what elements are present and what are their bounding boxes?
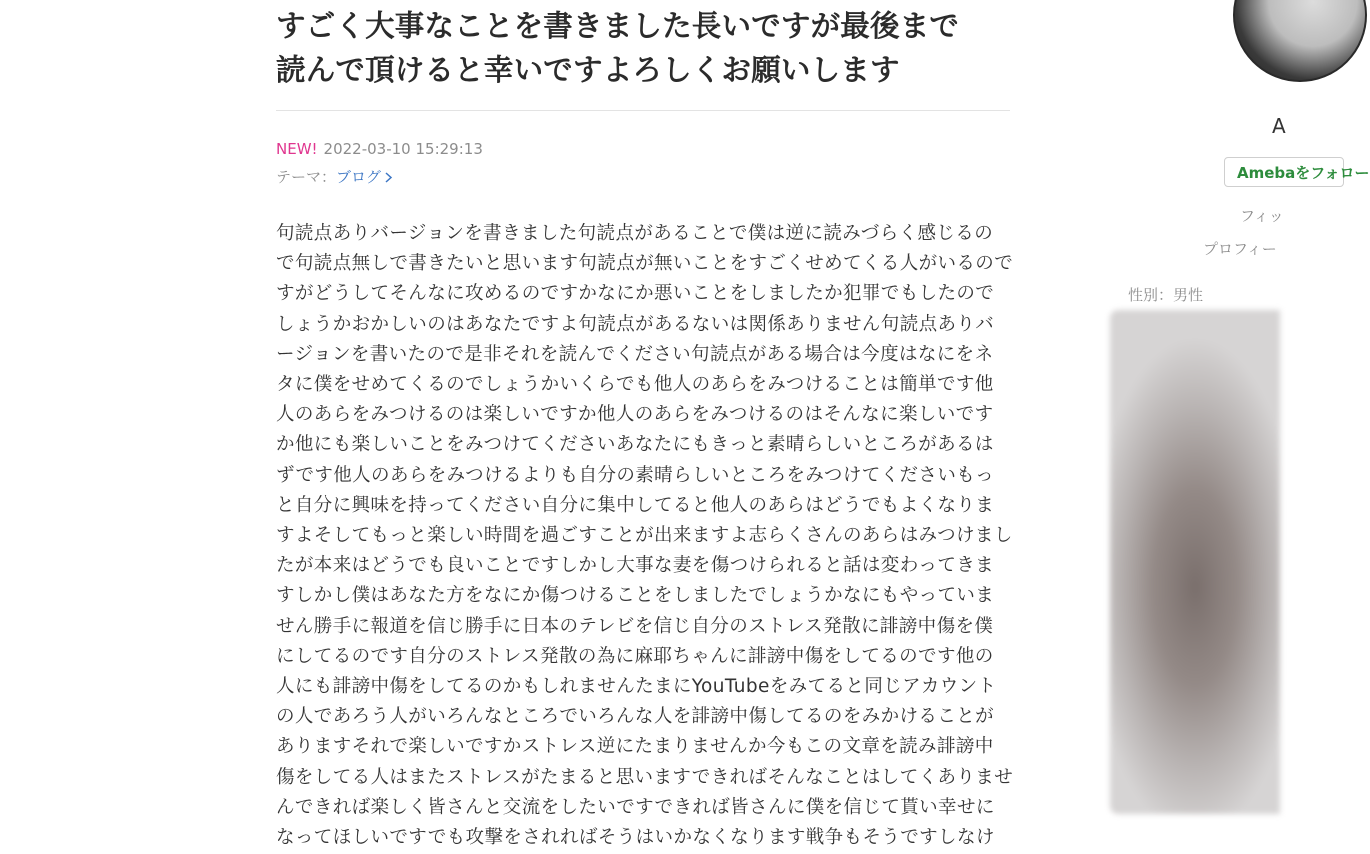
- blurred-photo: [1110, 310, 1280, 814]
- article-meta: [276, 135, 1010, 191]
- timestamp-row: [276, 135, 1010, 163]
- body-line: の人であろう人がいろんなところでいろんな人を誹謗中傷してるのをみかけることが: [276, 706, 995, 728]
- body-line: ージョンを書いたので是非それを読んでください句読点がある場合は今度はなにをネ: [276, 343, 994, 365]
- article-body: [276, 219, 1014, 853]
- avatar[interactable]: [1233, 0, 1367, 82]
- body-line: と自分に興味を持ってください自分に集中してると他人のあらはどうでもよくなりま: [276, 494, 995, 516]
- article-title-line: 読んで頂けると幸いですよろしくお願いします: [276, 53, 900, 87]
- theme-link[interactable]: [336, 163, 392, 191]
- body-line: すがどうしてそんなに攻めるのですかなにか悪いことをしましたか犯罪でもしたので: [276, 283, 995, 305]
- body-line: せん勝手に報道を信じ勝手に日本のテレビを信じ自分のストレス発散に誹謗中傷を僕: [276, 615, 994, 637]
- theme-row: [276, 163, 1010, 191]
- new-badge: NEW!: [276, 140, 318, 158]
- chevron-right-icon: [385, 172, 392, 183]
- body-line: 人にも誹謗中傷をしてるのかもしれませんたまにYouTubeをみてると同じアカウント: [276, 676, 997, 698]
- body-line: 人のあらをみつけるのは楽しいですか他人のあらをみつけるのはそんなに楽しいです: [276, 404, 994, 426]
- title-divider: [276, 110, 1010, 111]
- theme-label: テーマ：: [276, 168, 337, 186]
- article-title: [276, 0, 1010, 92]
- body-line: タに僕をせめてくるのでしょうかいくらでも他人のあらをみつけることは簡単です他: [276, 374, 994, 396]
- profile-sidebar: [1100, 0, 1370, 854]
- body-line: んできれば楽しく皆さんと交流をしたいですできれば皆さんに僕を信じて貰い幸せに: [276, 796, 995, 818]
- body-line: しょうかおかしいのはあなたですよ句読点があるないは関係ありません句読点ありバ: [276, 313, 995, 335]
- ameba-follow-button[interactable]: Amebaをフォロー: [1224, 157, 1344, 187]
- body-line: 句読点ありバージョンを書きました句読点があることで僕は逆に読みづらく感じるの: [276, 223, 994, 244]
- body-line: すしかし僕はあなた方をなにか傷つけることをしましたでしょうかなにもやっていま: [276, 585, 995, 607]
- body-line: なってほしいですでも攻撃をされればそうはいかなくなります戦争もそうですしなけ: [276, 827, 995, 849]
- body-line: すよそしてもっと楽しい時間を過ごすことが出来ますよ志らくさんのあらはみつけまし: [276, 525, 1013, 547]
- article: [276, 0, 1014, 853]
- profile-name[interactable]: A: [1272, 114, 1286, 138]
- theme-link-label: ブログ: [336, 168, 382, 186]
- body-line: たが本来はどうでも良いことですしかし大事な妻を傷つけられると話は変わってきま: [276, 555, 995, 577]
- body-line: ありますそれで楽しいですかストレス逆にたまりませんか今もこの文章を読み誹謗中: [276, 736, 994, 758]
- body-line: で句読点無しで書きたいと思います句読点が無いことをすごくせめてくる人がいるので: [276, 253, 1014, 275]
- article-title-line: すごく大事なことを書きました長いですが最後まで: [276, 9, 960, 43]
- profile-gender: 性別：男性: [1128, 286, 1204, 304]
- post-timestamp: 2022-03-10 15:29:13: [323, 140, 483, 158]
- body-line: 傷をしてる人はまたストレスがたまると思いますできればそんなことはしてくありませ: [276, 766, 1014, 788]
- profile-link[interactable]: プロフィー: [1203, 240, 1277, 258]
- body-line: か他にも楽しいことをみつけてくださいあなたにもきっと素晴らしいところがあるは: [276, 434, 994, 456]
- body-line: にしてるのです自分のストレス発散の為に麻耶ちゃんに誹謗中傷をしてるのです他の: [276, 645, 994, 667]
- body-line: ずです他人のあらをみつけるよりも自分の素晴らしいところをみつけてくださいもっ: [276, 464, 995, 486]
- follow-link[interactable]: フィッ: [1240, 207, 1284, 225]
